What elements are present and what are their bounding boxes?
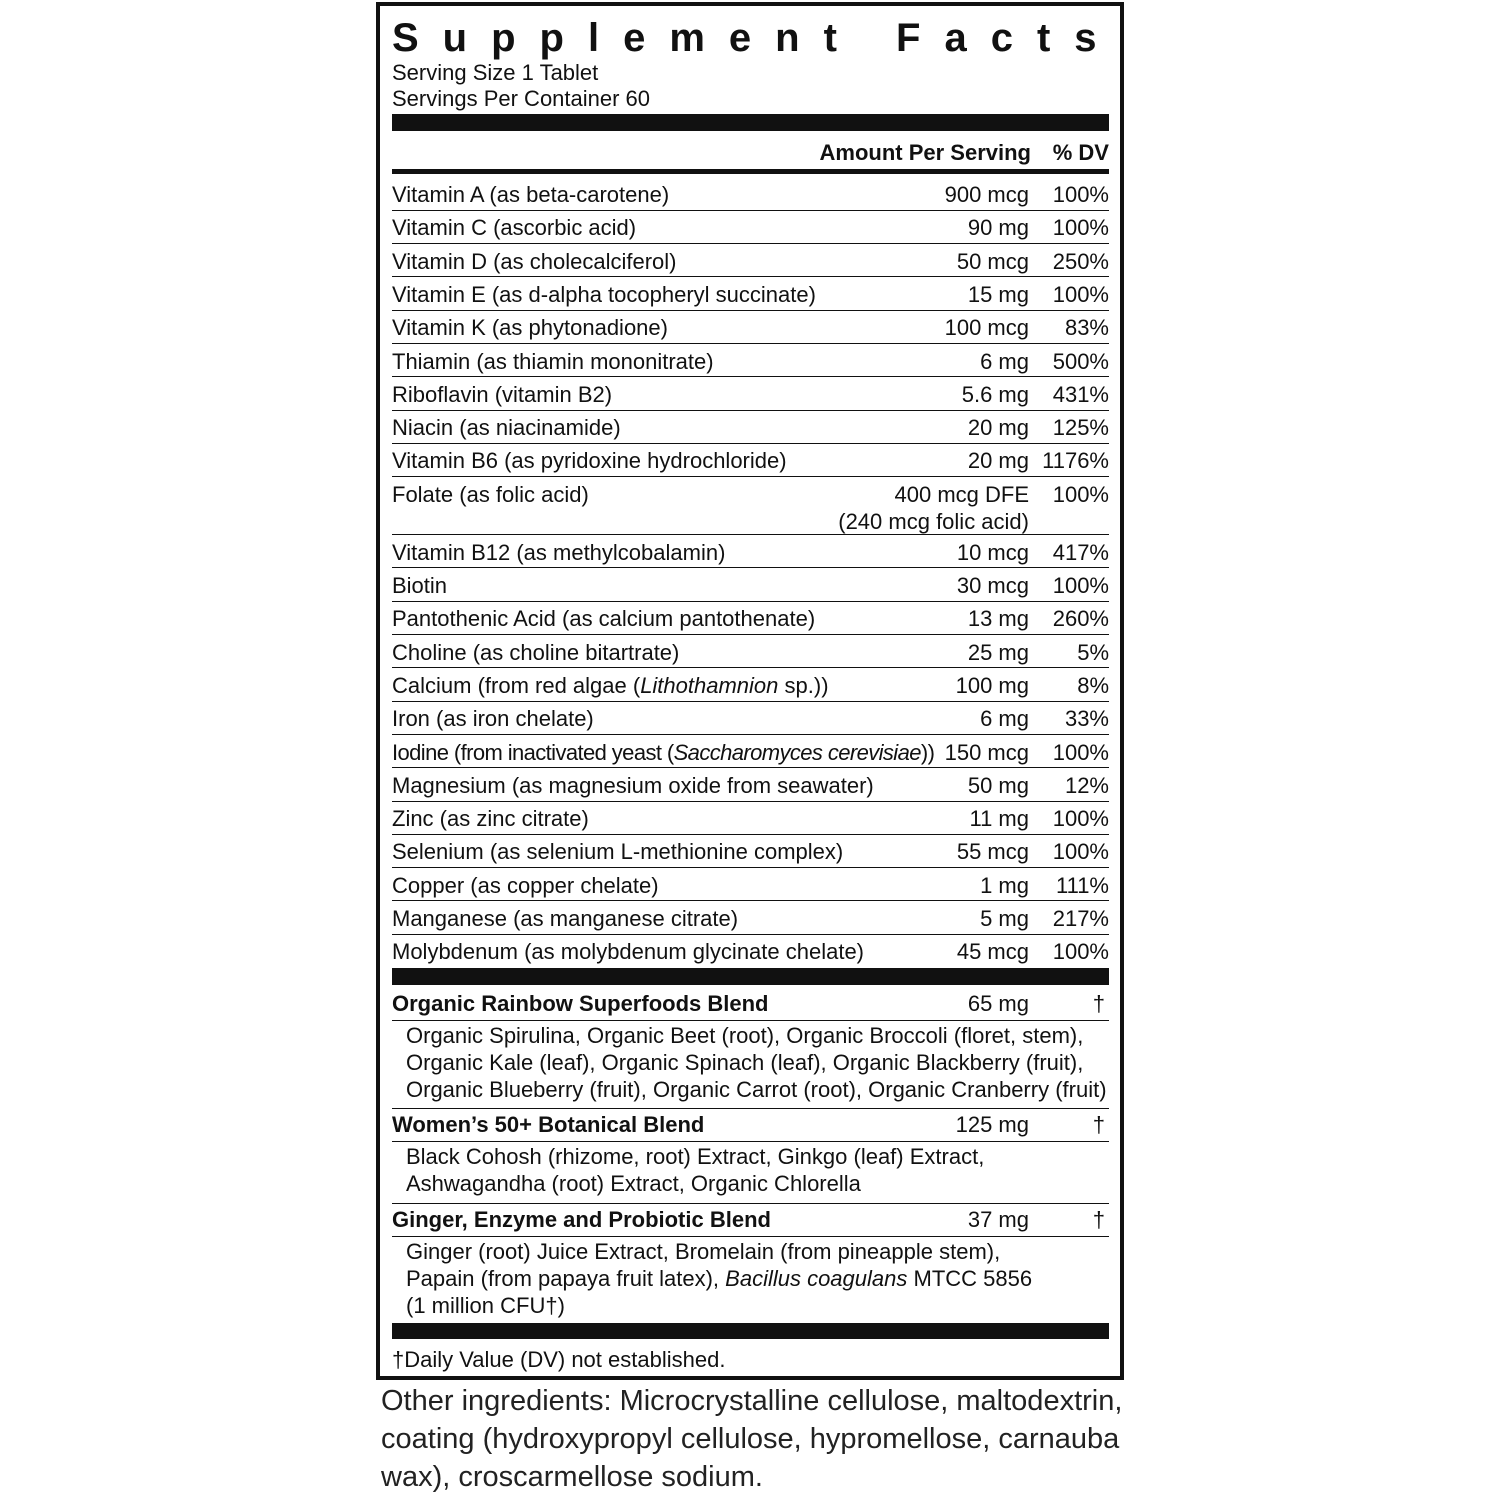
blend-section xyxy=(392,990,1109,1109)
nutrient-name: Folate (as folic acid) xyxy=(392,481,589,507)
blend-ingredient-line: Organic Spirulina, Organic Beet (root), Organic Broccoli (floret, stem), xyxy=(406,1023,1084,1048)
nutrient-row xyxy=(392,602,1109,635)
dv-header: % DV xyxy=(1052,140,1109,165)
nutrient-amount: 10 mcg xyxy=(956,539,1029,565)
nutrient-row xyxy=(392,278,1109,311)
nutrient-dv: 100% xyxy=(1052,573,1109,598)
nutrient-name: Iron (as iron chelate) xyxy=(392,706,594,732)
thick-divider xyxy=(392,114,1109,131)
blend-header xyxy=(392,1206,1109,1237)
nutrient-amount: 6 mg xyxy=(980,706,1029,732)
nutrient-row xyxy=(392,478,1109,536)
blend-section xyxy=(392,1111,1109,1204)
blend-dv: † xyxy=(1092,991,1105,1016)
nutrient-row xyxy=(392,345,1109,378)
nutrient-name: Vitamin C (ascorbic acid) xyxy=(392,215,637,241)
nutrient-dv: 83% xyxy=(1064,315,1109,341)
thick-divider xyxy=(392,968,1109,985)
nutrient-dv: 5% xyxy=(1077,639,1109,665)
nutrient-amount: 100 mcg xyxy=(944,315,1029,341)
nutrient-dv: 417% xyxy=(1052,539,1109,565)
other-ingredients-line: coating (hydroxypropyl cellulose, hypromellose, carnauba xyxy=(381,1423,1120,1455)
nutrient-dv: 260% xyxy=(1052,606,1109,632)
nutrient-amount: 5.6 mg xyxy=(961,381,1029,407)
nutrient-row xyxy=(392,669,1109,702)
blend-ingredients xyxy=(406,1238,1106,1319)
nutrient-amount: 900 mcg xyxy=(944,182,1029,207)
nutrient-row xyxy=(392,935,1109,967)
nutrient-amount: 11 mg xyxy=(969,806,1029,832)
nutrient-name: Biotin xyxy=(392,573,448,598)
nutrient-name: Niacin (as niacinamide) xyxy=(392,415,621,441)
nutrient-name: Copper (as copper chelate) xyxy=(392,872,659,898)
nutrient-dv: 431% xyxy=(1052,381,1109,407)
nutrient-amount: 20 mg xyxy=(967,448,1029,474)
nutrient-name: Vitamin D (as cholecalciferol) xyxy=(392,248,677,274)
nutrient-name: Selenium (as selenium L-methionine complex) xyxy=(392,839,844,865)
panel-title: Supplement Facts xyxy=(392,16,1121,60)
nutrient-amount: 45 mcg xyxy=(956,939,1029,965)
blend-ingredient-line: Organic Blueberry (fruit), Organic Carrot (root), Organic Cranberry (fruit) xyxy=(406,1077,1107,1102)
nutrient-row xyxy=(392,245,1109,278)
nutrient-row xyxy=(392,802,1109,835)
nutrient-dv: 8% xyxy=(1077,672,1109,698)
nutrient-row xyxy=(392,636,1109,669)
blend-ingredient-line: Ginger (root) Juice Extract, Bromelain (from pineapple stem), xyxy=(406,1239,1001,1264)
nutrient-name: Vitamin E (as d-alpha tocopheryl succinate) xyxy=(392,281,816,307)
nutrient-name: Vitamin B12 (as methylcobalamin) xyxy=(392,539,726,565)
nutrient-row xyxy=(392,411,1109,444)
nutrient-row xyxy=(392,311,1109,344)
nutrient-row xyxy=(392,378,1109,411)
nutrient-amount: 1 mg xyxy=(980,872,1029,898)
blend-ingredients xyxy=(406,1022,1106,1103)
blend-header xyxy=(392,1111,1109,1142)
blend-amount: 37 mg xyxy=(967,1207,1029,1232)
nutrient-dv: 33% xyxy=(1064,706,1109,732)
nutrient-row xyxy=(392,569,1109,602)
nutrient-dv: 1176% xyxy=(1042,448,1109,474)
nutrient-amount: 20 mg xyxy=(967,415,1029,441)
blend-name: Organic Rainbow Superfoods Blend xyxy=(392,991,769,1016)
blend-ingredient-line: Ashwagandha (root) Extract, Organic Chlorella xyxy=(406,1171,861,1196)
blend-dv: † xyxy=(1092,1112,1105,1137)
nutrient-dv: 100% xyxy=(1052,739,1109,765)
nutrient-name: Manganese (as manganese citrate) xyxy=(392,906,739,931)
nutrient-row xyxy=(392,178,1109,211)
nutrient-row xyxy=(392,769,1109,802)
nutrient-name: Vitamin B6 (as pyridoxine hydrochloride) xyxy=(392,448,787,474)
nutrient-amount: 15 mg xyxy=(967,281,1029,307)
nutrient-amount: 50 mg xyxy=(967,772,1029,798)
nutrient-dv: 217% xyxy=(1052,906,1109,931)
nutrient-dv: 500% xyxy=(1052,348,1109,374)
nutrient-amount: 90 mg xyxy=(967,215,1029,241)
blend-amount: 125 mg xyxy=(955,1112,1029,1137)
nutrient-name: Vitamin K (as phytonadione) xyxy=(392,315,668,341)
nutrient-dv: 100% xyxy=(1052,182,1109,207)
column-header xyxy=(392,138,1109,168)
nutrient-dv: 100% xyxy=(1052,215,1109,241)
nutrient-name: Calcium (from red algae (Lithothamnion sp.)) xyxy=(392,672,829,698)
blend-section xyxy=(392,1206,1109,1321)
nutrient-dv: 250% xyxy=(1052,248,1109,274)
nutrient-amount: 5 mg xyxy=(980,906,1029,931)
nutrient-amount: 6 mg xyxy=(980,348,1029,374)
nutrient-dv: 100% xyxy=(1052,806,1109,832)
nutrient-dv: 100% xyxy=(1052,939,1109,965)
nutrient-dv: 100% xyxy=(1052,481,1109,507)
nutrient-amount: 50 mcg xyxy=(956,248,1029,274)
nutrient-name: Zinc (as zinc citrate) xyxy=(392,806,589,832)
blend-ingredient-line: Organic Kale (leaf), Organic Spinach (leaf), Organic Blackberry (fruit), xyxy=(406,1050,1084,1075)
blend-ingredient-line: Papain (from papaya fruit latex), Bacillus coagulans MTCC 5856 xyxy=(406,1266,1033,1291)
nutrient-dv: 125% xyxy=(1052,415,1109,441)
thick-divider xyxy=(392,1323,1109,1339)
nutrient-row xyxy=(392,444,1109,477)
nutrient-row xyxy=(392,736,1109,769)
nutrient-row xyxy=(392,902,1109,935)
blend-header xyxy=(392,990,1109,1021)
other-ingredients xyxy=(381,1382,1121,1496)
blend-name: Ginger, Enzyme and Probiotic Blend xyxy=(392,1207,771,1232)
nutrient-amount: 100 mg xyxy=(955,672,1029,698)
blend-amount: 65 mg xyxy=(967,991,1029,1016)
footnote: †Daily Value (DV) not established. xyxy=(392,1347,726,1372)
nutrient-name: Molybdenum (as molybdenum glycinate chelate) xyxy=(392,939,865,965)
nutrient-dv: 111% xyxy=(1055,872,1109,898)
nutrient-name: Riboflavin (vitamin B2) xyxy=(392,381,613,407)
blend-name: Women’s 50+ Botanical Blend xyxy=(392,1112,705,1137)
nutrient-amount: 150 mcg xyxy=(944,739,1029,765)
nutrient-name: Iodine (from inactivated yeast (Saccharomyces cerevisiae)) xyxy=(392,739,935,765)
nutrient-amount: 55 mcg xyxy=(956,839,1029,865)
amount-header: Amount Per Serving xyxy=(819,140,1031,165)
nutrient-row xyxy=(392,211,1109,244)
nutrient-name: Magnesium (as magnesium oxide from seawater) xyxy=(392,772,874,798)
servings-per-container: Servings Per Container 60 xyxy=(392,86,651,111)
nutrient-row xyxy=(392,536,1109,569)
nutrient-dv: 100% xyxy=(1052,839,1109,865)
blend-dv: † xyxy=(1092,1207,1105,1232)
nutrient-row xyxy=(392,702,1109,735)
nutrient-amount: 25 mg xyxy=(967,639,1029,665)
other-ingredients-line: wax), croscarmellose sodium. xyxy=(381,1461,763,1493)
nutrient-amount: 30 mcg xyxy=(956,573,1029,598)
other-ingredients-line: Other ingredients: Microcrystalline cellulose, maltodextrin, xyxy=(381,1385,1123,1417)
blend-ingredients xyxy=(406,1143,1106,1197)
supplement-facts-panel xyxy=(376,2,1124,1380)
nutrient-amount: 400 mcg DFE (240 mcg folic acid) xyxy=(838,481,1029,534)
blend-ingredient-line: (1 million CFU†) xyxy=(406,1293,565,1318)
nutrient-name: Pantothenic Acid (as calcium pantothenate) xyxy=(392,606,816,632)
nutrient-row xyxy=(392,835,1109,868)
header-divider xyxy=(392,169,1109,174)
nutrient-name: Choline (as choline bitartrate) xyxy=(392,639,680,665)
blend-ingredient-line: Black Cohosh (rhizome, root) Extract, Ginkgo (leaf) Extract, xyxy=(406,1144,985,1169)
nutrient-dv: 12% xyxy=(1064,772,1109,798)
nutrient-amount: 13 mg xyxy=(967,606,1029,632)
nutrient-name: Vitamin A (as beta-carotene) xyxy=(392,182,670,207)
serving-size: Serving Size 1 Tablet xyxy=(392,60,599,85)
nutrient-name: Thiamin (as thiamin mononitrate) xyxy=(392,348,714,374)
nutrient-row xyxy=(392,869,1109,902)
nutrient-dv: 100% xyxy=(1052,281,1109,307)
